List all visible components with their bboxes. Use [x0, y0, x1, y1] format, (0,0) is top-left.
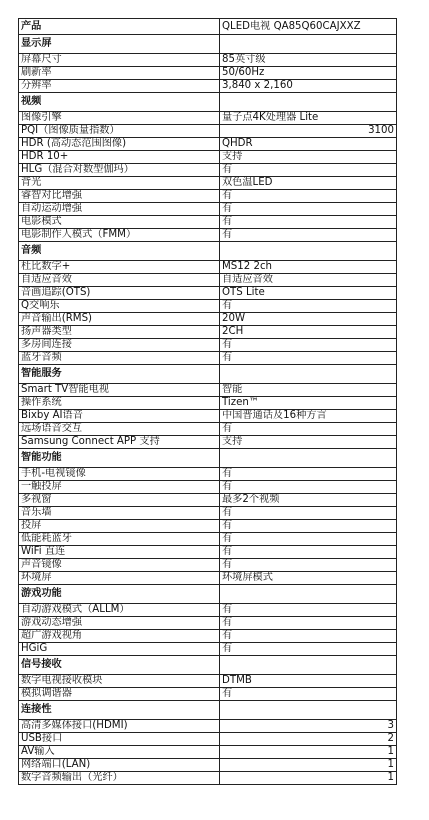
spec-label: 杜比数字+	[19, 261, 220, 274]
spec-label: 操作系统	[19, 397, 220, 410]
product-model: QLED电视 QA85Q60CAJXXZ	[220, 19, 397, 35]
spec-value: 有	[220, 164, 397, 177]
section-title: 游戏功能	[19, 585, 220, 604]
spec-value: 有	[220, 604, 397, 617]
spec-label: HDR 10+	[19, 151, 220, 164]
spec-label: 模拟调谐器	[19, 688, 220, 701]
spec-label: 图像引擎	[19, 112, 220, 125]
spec-label: 自动运动增强	[19, 203, 220, 216]
spec-row	[19, 229, 397, 242]
spec-row	[19, 216, 397, 229]
spec-row	[19, 177, 397, 190]
spec-value: 1	[220, 746, 397, 759]
spec-row	[19, 138, 397, 151]
spec-row	[19, 300, 397, 313]
section-empty-cell	[220, 35, 397, 54]
spec-label: 自动游戏模式（ALLM）	[19, 604, 220, 617]
spec-row	[19, 533, 397, 546]
spec-value: 有	[220, 216, 397, 229]
spec-label: 远场语音交互	[19, 423, 220, 436]
spec-value: 50/60Hz	[220, 67, 397, 80]
spec-label: 手机-电视镜像	[19, 468, 220, 481]
spec-value: 有	[220, 203, 397, 216]
spec-value: OTS Lite	[220, 287, 397, 300]
spec-label: 高清多媒体接口(HDMI)	[19, 720, 220, 733]
spec-label: 刷新率	[19, 67, 220, 80]
spec-value: 自适应音效	[220, 274, 397, 287]
spec-row	[19, 572, 397, 585]
spec-row	[19, 384, 397, 397]
spec-value: 量子点4K处理器 Lite	[220, 112, 397, 125]
section-title: 智能功能	[19, 449, 220, 468]
spec-value: 环境屏模式	[220, 572, 397, 585]
product-row	[19, 19, 397, 35]
spec-label: AV输入	[19, 746, 220, 759]
spec-value: 有	[220, 300, 397, 313]
spec-label: 睿智对比增强	[19, 190, 220, 203]
spec-value: 有	[220, 229, 397, 242]
spec-row	[19, 559, 397, 572]
spec-label: Samsung Connect APP 支持	[19, 436, 220, 449]
spec-label: USB接口	[19, 733, 220, 746]
spec-label: 电影模式	[19, 216, 220, 229]
spec-label: 投屏	[19, 520, 220, 533]
spec-row	[19, 746, 397, 759]
spec-value: 支持	[220, 151, 397, 164]
spec-value: 有	[220, 468, 397, 481]
spec-row	[19, 494, 397, 507]
spec-value: 有	[220, 190, 397, 203]
spec-value: 20W	[220, 313, 397, 326]
spec-row	[19, 733, 397, 746]
section-header	[19, 585, 397, 604]
section-header	[19, 93, 397, 112]
spec-row	[19, 67, 397, 80]
section-title: 视频	[19, 93, 220, 112]
spec-row	[19, 772, 397, 785]
spec-row	[19, 339, 397, 352]
section-empty-cell	[220, 93, 397, 112]
spec-row	[19, 688, 397, 701]
spec-row	[19, 125, 397, 138]
spec-label: 网络端口(LAN)	[19, 759, 220, 772]
spec-value: 中国普通话及16种方言	[220, 410, 397, 423]
spec-row	[19, 481, 397, 494]
spec-label: 游戏动态增强	[19, 617, 220, 630]
section-header	[19, 365, 397, 384]
spec-label: 超广游戏视角	[19, 630, 220, 643]
spec-label: 背光	[19, 177, 220, 190]
spec-value: 有	[220, 688, 397, 701]
product-label: 产品	[19, 19, 220, 35]
spec-row	[19, 54, 397, 67]
spec-row	[19, 287, 397, 300]
spec-value: DTMB	[220, 675, 397, 688]
spec-value: 有	[220, 630, 397, 643]
spec-row	[19, 720, 397, 733]
spec-label: Bixby AI语音	[19, 410, 220, 423]
spec-row	[19, 352, 397, 365]
spec-label: Smart TV智能电视	[19, 384, 220, 397]
spec-label: WiFi 直连	[19, 546, 220, 559]
spec-label: HLG（混合对数型伽玛）	[19, 164, 220, 177]
spec-row	[19, 759, 397, 772]
section-empty-cell	[220, 449, 397, 468]
section-header	[19, 35, 397, 54]
spec-value: 有	[220, 339, 397, 352]
spec-row	[19, 397, 397, 410]
spec-row	[19, 436, 397, 449]
spec-label: 音乐墙	[19, 507, 220, 520]
spec-row	[19, 604, 397, 617]
section-empty-cell	[220, 656, 397, 675]
section-empty-cell	[220, 242, 397, 261]
spec-row	[19, 520, 397, 533]
spec-label: 多视窗	[19, 494, 220, 507]
spec-label: 低能耗蓝牙	[19, 533, 220, 546]
spec-row	[19, 261, 397, 274]
spec-label: 声音镜像	[19, 559, 220, 572]
spec-row	[19, 675, 397, 688]
spec-row	[19, 546, 397, 559]
spec-row	[19, 643, 397, 656]
spec-label: 自适应音效	[19, 274, 220, 287]
section-title: 信号接收	[19, 656, 220, 675]
spec-label: 环境屏	[19, 572, 220, 585]
spec-value: 3	[220, 720, 397, 733]
section-title: 智能服务	[19, 365, 220, 384]
spec-row	[19, 468, 397, 481]
section-title: 连接性	[19, 701, 220, 720]
spec-row	[19, 630, 397, 643]
spec-value: 有	[220, 352, 397, 365]
spec-row	[19, 274, 397, 287]
spec-row	[19, 203, 397, 216]
spec-value: 有	[220, 559, 397, 572]
spec-label: 数字电视接收模块	[19, 675, 220, 688]
spec-label: 声音输出(RMS)	[19, 313, 220, 326]
spec-label: HDR (高动态范围图像)	[19, 138, 220, 151]
spec-value: QHDR	[220, 138, 397, 151]
spec-value: Tizen™	[220, 397, 397, 410]
spec-value: 2CH	[220, 326, 397, 339]
spec-label: HGiG	[19, 643, 220, 656]
spec-value: 有	[220, 423, 397, 436]
section-header	[19, 242, 397, 261]
spec-label: PQI（图像质量指数）	[19, 125, 220, 138]
spec-label: 屏幕尺寸	[19, 54, 220, 67]
section-empty-cell	[220, 365, 397, 384]
section-header	[19, 449, 397, 468]
spec-row	[19, 80, 397, 93]
spec-label: 一触投屏	[19, 481, 220, 494]
spec-table	[18, 18, 397, 785]
spec-row	[19, 164, 397, 177]
section-empty-cell	[220, 585, 397, 604]
spec-row	[19, 617, 397, 630]
spec-label: 电影制作人模式（FMM）	[19, 229, 220, 242]
spec-value: 双色温LED	[220, 177, 397, 190]
spec-row	[19, 313, 397, 326]
spec-label: 多房间连接	[19, 339, 220, 352]
spec-value: 有	[220, 546, 397, 559]
spec-value: 2	[220, 733, 397, 746]
spec-value: 有	[220, 481, 397, 494]
spec-value: 有	[220, 617, 397, 630]
spec-label: 蓝牙音频	[19, 352, 220, 365]
section-header	[19, 701, 397, 720]
spec-value: 85英寸级	[220, 54, 397, 67]
section-title: 显示屏	[19, 35, 220, 54]
spec-label: 分辨率	[19, 80, 220, 93]
spec-value: 1	[220, 772, 397, 785]
spec-row	[19, 423, 397, 436]
spec-label: 扬声器类型	[19, 326, 220, 339]
spec-row	[19, 151, 397, 164]
section-title: 音频	[19, 242, 220, 261]
spec-value: 有	[220, 533, 397, 546]
spec-value: 有	[220, 520, 397, 533]
section-header	[19, 656, 397, 675]
spec-value: 有	[220, 507, 397, 520]
spec-value: 支持	[220, 436, 397, 449]
spec-row	[19, 507, 397, 520]
spec-row	[19, 112, 397, 125]
spec-value: 3,840 x 2,160	[220, 80, 397, 93]
section-empty-cell	[220, 701, 397, 720]
spec-value: 智能	[220, 384, 397, 397]
spec-row	[19, 326, 397, 339]
spec-value: 最多2个视频	[220, 494, 397, 507]
spec-row	[19, 190, 397, 203]
spec-value: 1	[220, 759, 397, 772]
spec-label: Q交响乐	[19, 300, 220, 313]
spec-label: 音画追踪(OTS)	[19, 287, 220, 300]
spec-row	[19, 410, 397, 423]
spec-value: 3100	[220, 125, 397, 138]
spec-value: 有	[220, 643, 397, 656]
spec-value: MS12 2ch	[220, 261, 397, 274]
spec-label: 数字音频输出（光纤）	[19, 772, 220, 785]
